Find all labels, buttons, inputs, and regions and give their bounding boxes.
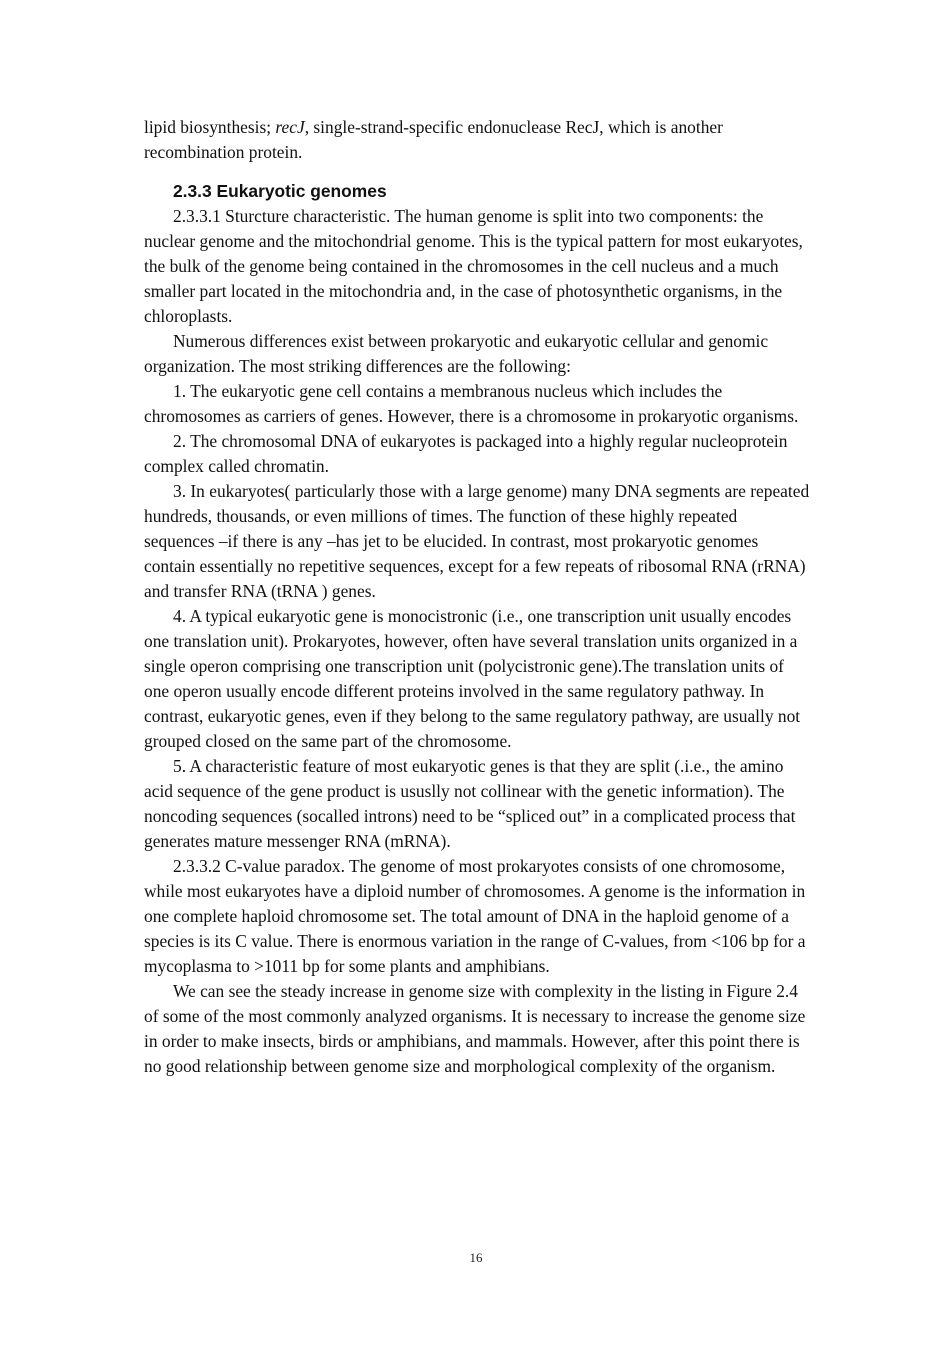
gene-name-italic: recJ <box>275 117 305 137</box>
intro-paragraph <box>144 115 812 165</box>
paragraph-c-value-paradox: 2.3.3.2 C-value paradox. The genome of most prokaryotes consists of one chromosome, while most eukaryotes have a diploid number of chromosomes. A genome is the information in one complete haploid chromosome set. The total amount of DNA in the haploid genome of a species is its C value. There is enormous variation in the range of C-values, from <106 bp for a mycoplasma to >1011 bp for some plants and amphibians. <box>144 856 806 976</box>
list-item-4: 4. A typical eukaryotic gene is monocistronic (i.e., one transcription unit usually encodes one translation unit). Prokaryotes, however, often have several translation units organized in a single operon comprising one transcription unit (polycistronic gene).The translation units of one operon usually encode different proteins involved in the same regulatory pathway. In contrast, eukaryotic genes, even if they belong to the same regulatory pathway, are usually not grouped closed on the same part of the chromosome. <box>144 606 801 751</box>
list-item-2: 2. The chromosomal DNA of eukaryotes is packaged into a highly regular nucleoprotein complex called chromatin. <box>144 431 788 476</box>
list-item-1: 1. The eukaryotic gene cell contains a membranous nucleus which includes the chromosomes as carriers of genes. However, there is a chromosome in prokaryotic organisms. <box>144 381 799 426</box>
page-number: 16 <box>469 1250 483 1265</box>
list-item-5: 5. A characteristic feature of most eukaryotic genes is that they are split (.i.e., the amino acid sequence of the gene product is ususlly not collinear with the genetic information). The noncoding sequences (socalled introns) need to be “spliced out” in a complicated process that generates mature messenger RNA (mRNA). <box>144 756 796 851</box>
document-page <box>144 115 812 1079</box>
list-item-3: 3. In eukaryotes( particularly those with a large genome) many DNA segments are repeated hundreds, thousands, or even millions of times. The function of these highly repeated sequences –if there is any –has jet to be elucided. In contrast, most prokaryotic genomes contain essentially no repetitive sequences, except for a few repeats of ribosomal RNA (rRNA) and transfer RNA (tRNA ) genes. <box>144 481 810 601</box>
paragraph-differences-intro: Numerous differences exist between prokaryotic and eukaryotic cellular and genomic organization. The most striking differences are the following: <box>144 331 769 376</box>
section-heading: 2.3.3 Eukaryotic genomes <box>173 181 387 201</box>
paragraph-structure-characteristic: 2.3.3.1 Sturcture characteristic. The human genome is split into two components: the nuclear genome and the mitochondrial genome. This is the typical pattern for most eukaryotes, the bulk of the genome being contained in the chromosomes in the cell nucleus and a much smaller part located in the mitochondria and, in the case of photosynthetic organisms, in the chloroplasts. <box>144 206 803 326</box>
paragraph-genome-size: We can see the steady increase in genome size with complexity in the listing in Figure 2.4 of some of the most commonly analyzed organisms. It is necessary to increase the genome size in order to make insects, birds or amphibians, and mammals. However, after this point there is no good relationship between genome size and morphological complexity of the organism. <box>144 981 806 1076</box>
intro-text-end: , single-strand-specific endonuclease RecJ, which is another recombination protein. <box>144 117 723 162</box>
intro-text-start: lipid biosynthesis; <box>144 117 276 137</box>
